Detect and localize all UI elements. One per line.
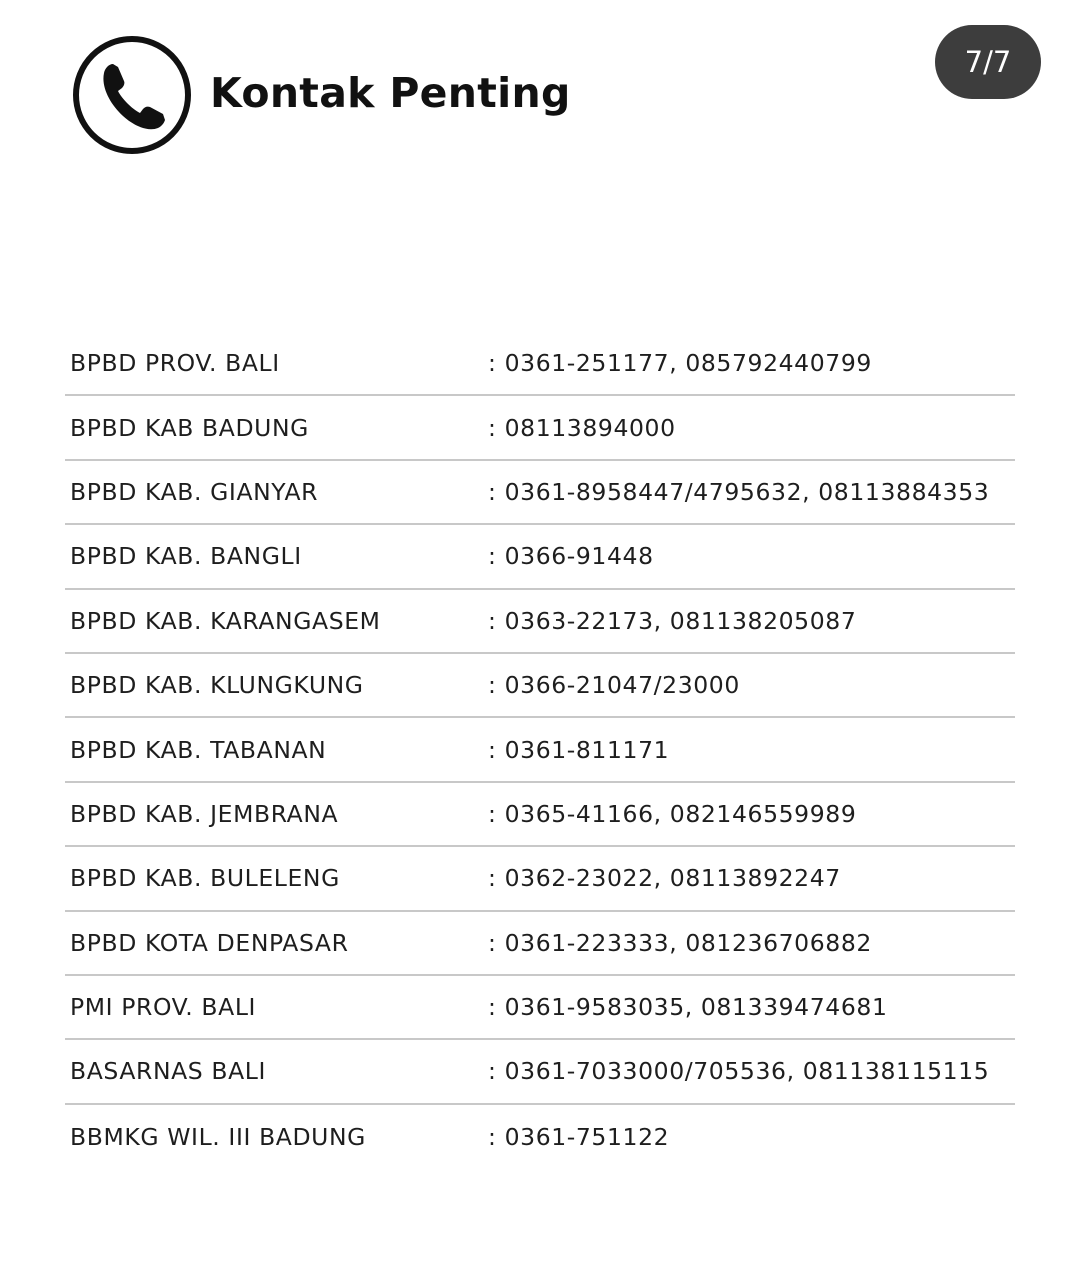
- contact-number: : 08113894000: [488, 414, 676, 442]
- contact-row: [65, 1040, 1015, 1104]
- contact-name: PMI PROV. BALI: [70, 993, 257, 1022]
- contact-row: [65, 396, 1015, 460]
- contact-name: BPBD PROV. BALI: [70, 349, 280, 378]
- contact-name: BPBD KAB BADUNG: [70, 413, 309, 442]
- contact-number: : 0363-22173, 081138205087: [488, 607, 856, 635]
- contact-number: : 0361-811171: [488, 736, 669, 764]
- contact-name: BPBD KAB. TABANAN: [70, 735, 327, 764]
- contact-number: : 0361-751122: [488, 1123, 669, 1151]
- contact-row: [65, 718, 1015, 782]
- contact-name: BBMKG WIL. III BADUNG: [70, 1122, 366, 1151]
- contact-name: BPBD KOTA DENPASAR: [70, 928, 349, 957]
- contact-number: : 0365-41166, 082146559989: [488, 800, 856, 828]
- contact-row: [65, 654, 1015, 718]
- contact-row: [65, 590, 1015, 654]
- contact-name: BPBD KAB. KARANGASEM: [70, 606, 381, 635]
- page-counter-badge: 7/7: [935, 25, 1041, 99]
- contact-name: BPBD KAB. KLUNGKUNG: [70, 671, 364, 700]
- contact-name: BPBD KAB. JEMBRANA: [70, 799, 339, 828]
- contact-row: [65, 525, 1015, 589]
- contact-row: [65, 332, 1015, 396]
- page-title: Kontak Penting: [210, 69, 571, 117]
- contact-row: [65, 912, 1015, 976]
- contact-name: BPBD KAB. BANGLI: [70, 542, 302, 571]
- contact-name: BPBD KAB. BULELENG: [70, 864, 340, 893]
- contact-number: : 0361-9583035, 081339474681: [488, 993, 888, 1021]
- contact-number: : 0362-23022, 08113892247: [488, 864, 841, 892]
- contact-number: : 0366-21047/23000: [488, 671, 740, 699]
- contact-number: : 0366-91448: [488, 542, 654, 570]
- contact-row: [65, 783, 1015, 847]
- contact-list: [65, 332, 1015, 1169]
- contact-number: : 0361-7033000/705536, 081138115115: [488, 1057, 989, 1085]
- contact-row: [65, 976, 1015, 1040]
- contact-name: BASARNAS BALI: [70, 1057, 267, 1086]
- contact-row: [65, 1105, 1015, 1169]
- contact-name: BPBD KAB. GIANYAR: [70, 477, 319, 506]
- phone-icon: [72, 35, 192, 155]
- contact-row: [65, 461, 1015, 525]
- contact-number: : 0361-251177, 085792440799: [488, 349, 872, 377]
- header: [72, 33, 571, 157]
- contact-row: [65, 847, 1015, 911]
- contact-number: : 0361-223333, 081236706882: [488, 929, 872, 957]
- contact-number: : 0361-8958447/4795632, 08113884353: [488, 478, 989, 506]
